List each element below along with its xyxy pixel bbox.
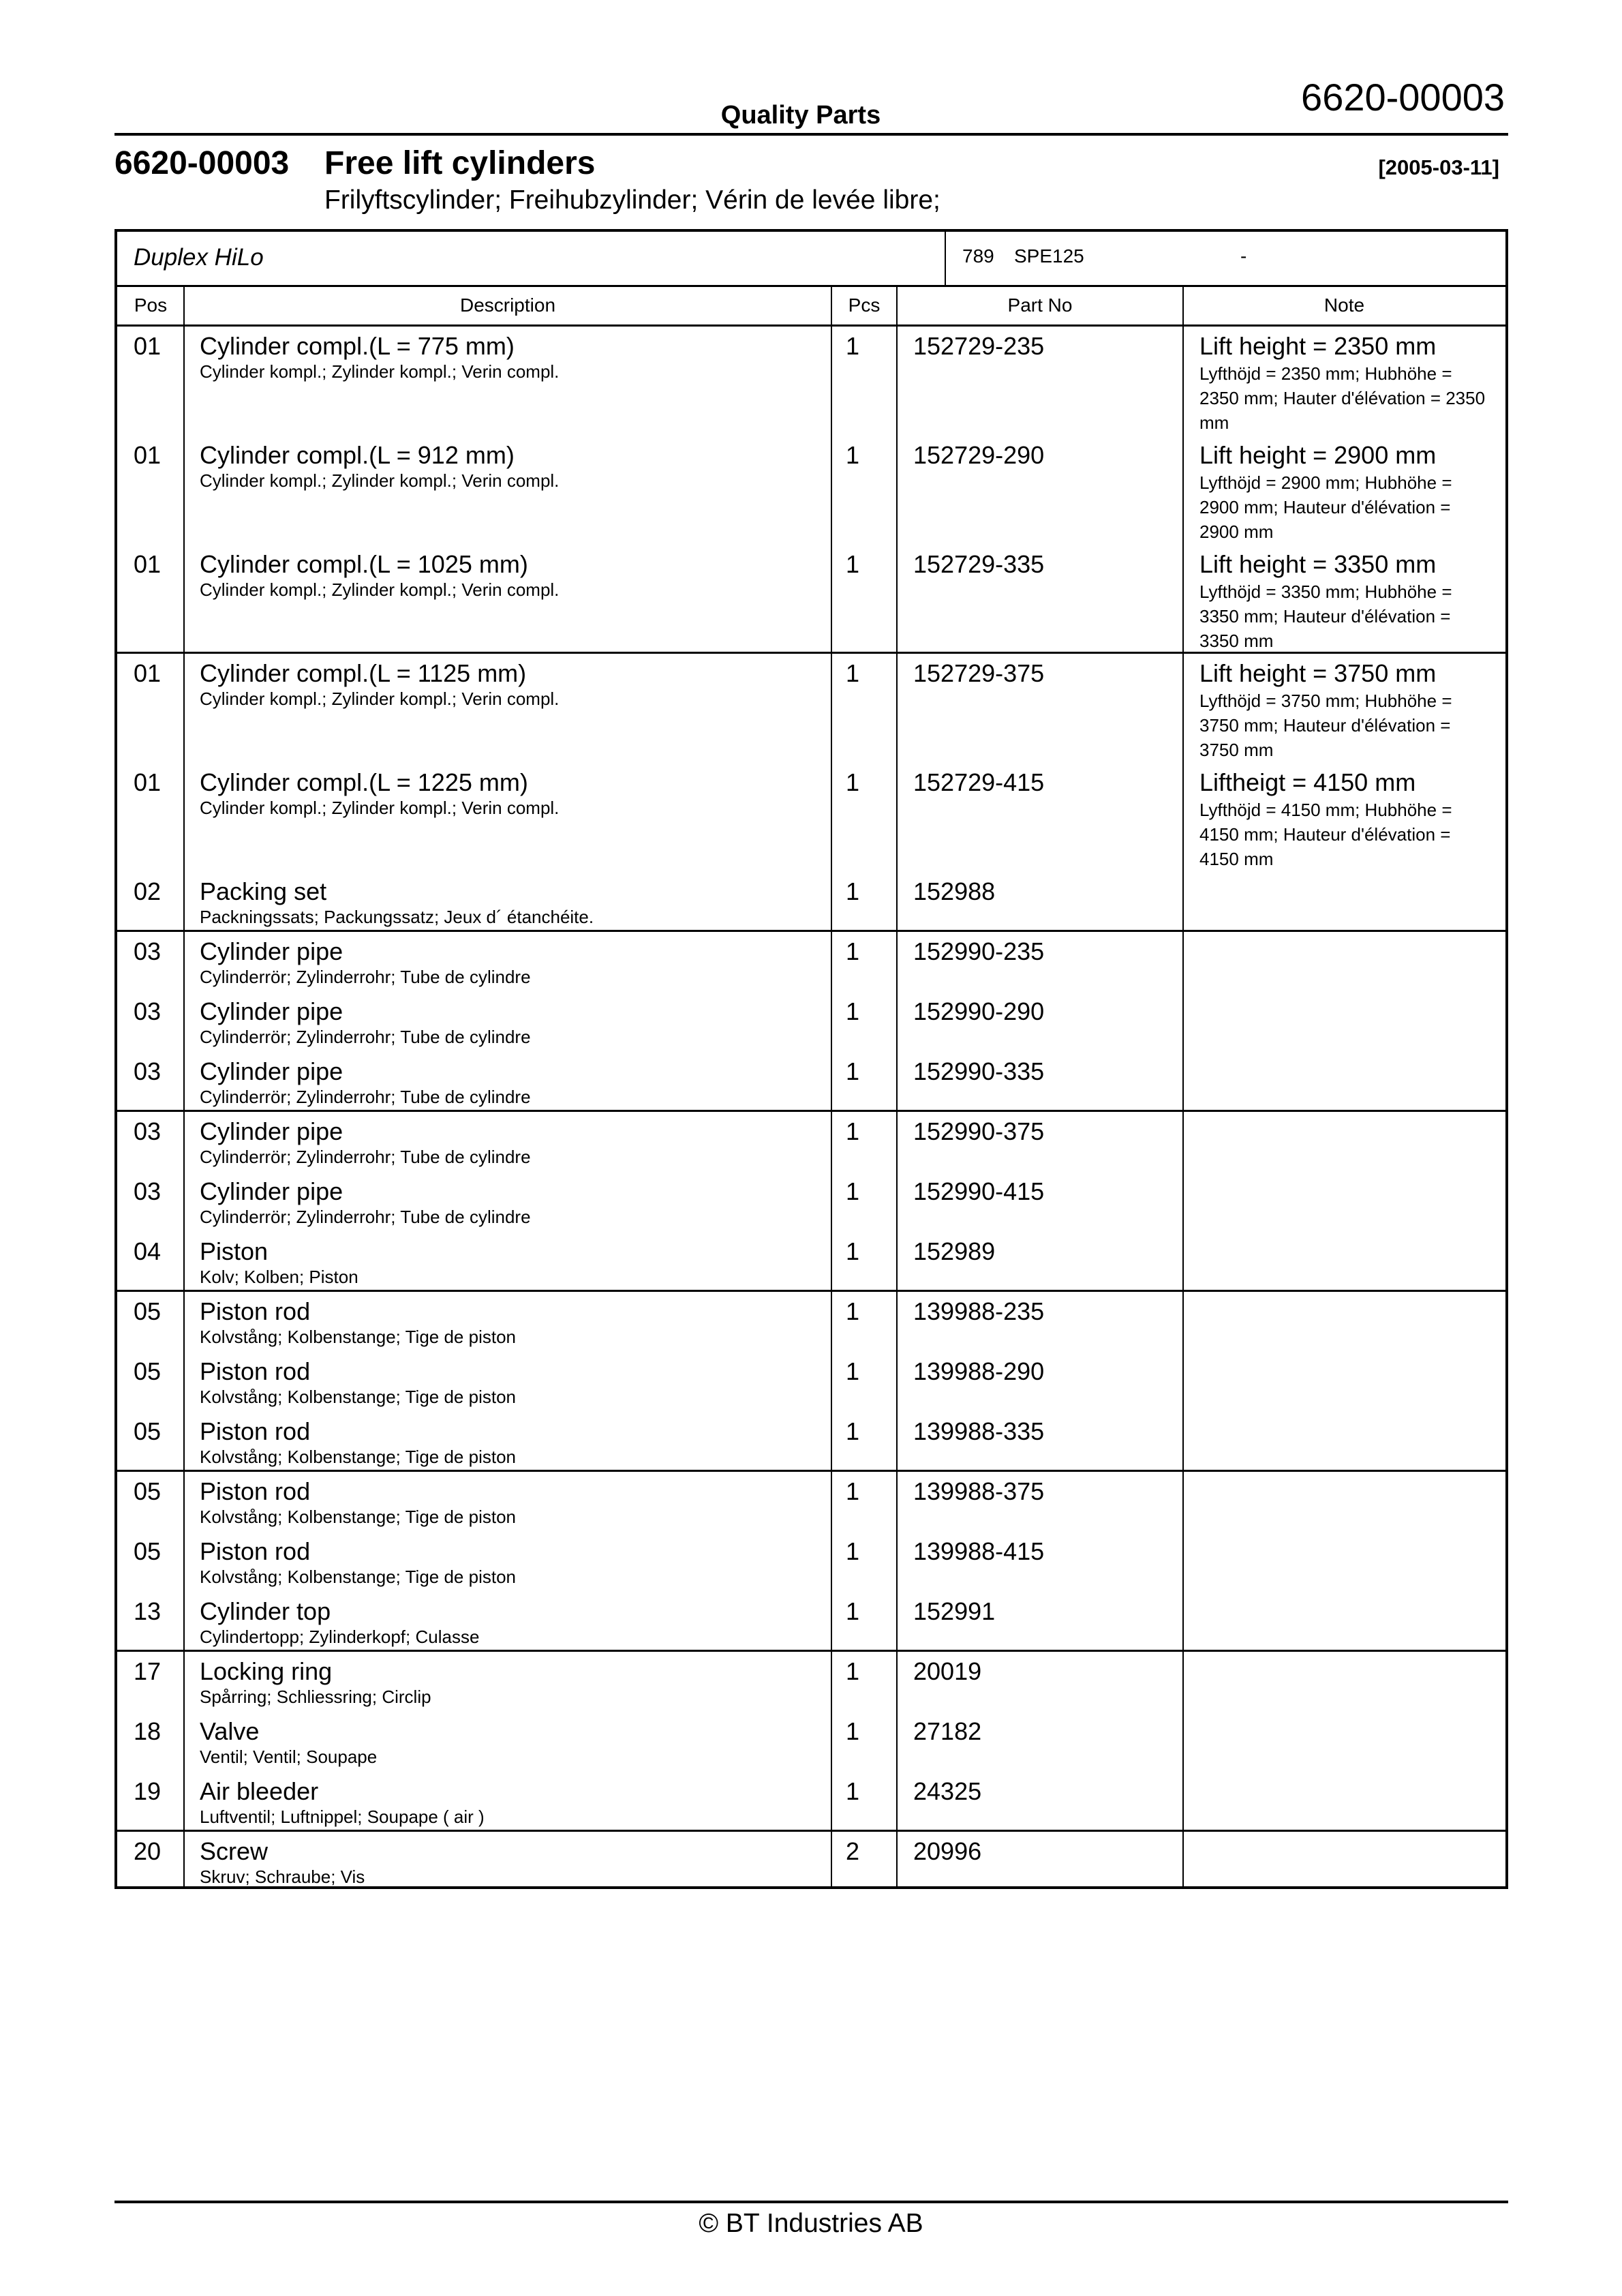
row-part-number: 152989 (913, 1237, 996, 1265)
header-divider (114, 133, 1508, 136)
header-center-title: Quality Parts (720, 101, 881, 130)
page-subtitle: Frilyftscylinder; Freihubzylinder; Vérin de levée libre; (324, 185, 940, 215)
row-pcs: 1 (846, 1117, 860, 1145)
row-note: Liftheigt = 4150 mm (1199, 768, 1416, 796)
row-description: Air bleeder (200, 1777, 319, 1805)
table-row (117, 1832, 1505, 1892)
row-pcs: 1 (846, 550, 860, 578)
row-description: Piston rod (200, 1537, 311, 1565)
row-description: Piston rod (200, 1297, 311, 1325)
row-note: Lift height = 2350 mm (1199, 332, 1437, 360)
table-row (117, 1352, 1505, 1412)
row-note-translations: Lyfthöjd = 3750 mm; Hubhöhe = 3750 mm; Hauteur d'élévation = 3750 mm (1199, 691, 1452, 760)
footer-divider (114, 2201, 1508, 2203)
row-description-translations: Kolvstång; Kolbenstange; Tige de piston (200, 1507, 516, 1527)
column-header-pcs: Pcs (848, 294, 881, 316)
table-body (117, 327, 1505, 1892)
row-description-translations: Skruv; Schraube; Vis (200, 1867, 365, 1887)
table-row (117, 1292, 1505, 1352)
row-pos: 03 (134, 1057, 162, 1085)
row-note-translations: Lyfthöjd = 3350 mm; Hubhöhe = 3350 mm; Hauteur d'élévation = 3350 mm (1199, 581, 1452, 651)
row-pos: 18 (134, 1717, 162, 1745)
row-description-translations: Packningssats; Packungssatz; Jeux d´ étanchéite. (200, 907, 594, 927)
row-pcs: 1 (846, 1777, 860, 1805)
page-title-number: 6620-00003 (114, 145, 290, 181)
row-description-translations: Cylinderrör; Zylinderrohr; Tube de cylindre (200, 967, 531, 987)
row-pcs: 1 (846, 1237, 860, 1265)
row-part-number: 152729-375 (913, 659, 1045, 687)
row-part-number: 152990-335 (913, 1057, 1045, 1085)
table-row (117, 1712, 1505, 1772)
row-part-number: 152729-335 (913, 550, 1045, 578)
table-row (117, 1652, 1505, 1712)
row-description: Cylinder pipe (200, 1117, 343, 1145)
row-pcs: 1 (846, 768, 860, 796)
row-pcs: 1 (846, 1297, 860, 1325)
table-row (117, 1772, 1505, 1832)
table-row (117, 436, 1505, 545)
row-description-translations: Kolvstång; Kolbenstange; Tige de piston (200, 1447, 516, 1467)
parts-table (114, 229, 1508, 1889)
row-description: Valve (200, 1717, 260, 1745)
row-note-translations: Lyfthöjd = 2900 mm; Hubhöhe = 2900 mm; Hauteur d'élévation = 2900 mm (1199, 472, 1452, 542)
row-description-translations: Cylinder kompl.; Zylinder kompl.; Verin compl. (200, 579, 560, 600)
row-pcs: 1 (846, 1357, 860, 1385)
table-row (117, 327, 1505, 436)
row-pos: 01 (134, 441, 162, 469)
model-code: SPE125 (1014, 245, 1084, 267)
row-description-translations: Cylinder kompl.; Zylinder kompl.; Verin compl. (200, 361, 560, 382)
table-row (117, 1532, 1505, 1592)
row-pcs: 1 (846, 1597, 860, 1625)
column-header-description: Description (459, 294, 556, 316)
header-doc-number: 6620-00003 (1301, 76, 1505, 119)
row-description-translations: Cylinder kompl.; Zylinder kompl.; Verin compl. (200, 470, 560, 491)
row-description-translations: Kolvstång; Kolbenstange; Tige de piston (200, 1327, 516, 1347)
row-pcs: 1 (846, 937, 860, 965)
row-part-number: 27182 (913, 1717, 982, 1745)
row-part-number: 20019 (913, 1657, 982, 1685)
row-description: Cylinder compl.(L = 1025 mm) (200, 550, 528, 578)
row-pos: 05 (134, 1297, 162, 1325)
row-pcs: 1 (846, 877, 860, 905)
row-description: Cylinder compl.(L = 775 mm) (200, 332, 515, 360)
row-description-translations: Luftventil; Luftnippel; Soupape ( air ) (200, 1807, 485, 1827)
table-row (117, 932, 1505, 992)
row-note-translations: Lyfthöjd = 4150 mm; Hubhöhe = 4150 mm; Hauteur d'élévation = 4150 mm (1199, 800, 1452, 869)
row-pos: 13 (134, 1597, 162, 1625)
model-separator (945, 232, 946, 285)
row-pos: 05 (134, 1357, 162, 1385)
row-description: Piston rod (200, 1417, 311, 1445)
table-row (117, 1232, 1505, 1292)
row-pos: 19 (134, 1777, 162, 1805)
column-header-part-no: Part No (1007, 294, 1073, 316)
row-part-number: 152729-415 (913, 768, 1045, 796)
row-pos: 20 (134, 1837, 162, 1865)
page-date: [2005-03-11] (1378, 155, 1499, 179)
row-pos: 02 (134, 877, 162, 905)
row-description: Cylinder compl.(L = 912 mm) (200, 441, 515, 469)
row-description-translations: Cylinderrör; Zylinderrohr; Tube de cylindre (200, 1147, 531, 1167)
row-pos: 03 (134, 1177, 162, 1205)
table-row (117, 1052, 1505, 1112)
page-title: Free lift cylinders (324, 145, 596, 181)
table-row (117, 654, 1505, 763)
row-description: Cylinder pipe (200, 1057, 343, 1085)
model-name: Duplex HiLo (134, 244, 264, 271)
row-pos: 01 (134, 550, 162, 578)
row-part-number: 152991 (913, 1597, 996, 1625)
row-description-translations: Kolv; Kolben; Piston (200, 1267, 358, 1287)
row-note: Lift height = 2900 mm (1199, 441, 1437, 469)
row-pos: 01 (134, 332, 162, 360)
row-pos: 05 (134, 1417, 162, 1445)
row-pos: 05 (134, 1537, 162, 1565)
row-note: Lift height = 3350 mm (1199, 550, 1437, 578)
row-part-number: 152990-415 (913, 1177, 1045, 1205)
row-pcs: 1 (846, 441, 860, 469)
row-part-number: 152988 (913, 877, 996, 905)
row-part-number: 152729-290 (913, 441, 1045, 469)
row-note: Lift height = 3750 mm (1199, 659, 1437, 687)
model-number: 789 (962, 245, 994, 267)
column-header-note: Note (1323, 294, 1365, 316)
table-row (117, 1172, 1505, 1232)
row-description-translations: Cylinderrör; Zylinderrohr; Tube de cylindre (200, 1207, 531, 1227)
table-row (117, 1412, 1505, 1472)
row-description: Cylinder top (200, 1597, 331, 1625)
row-part-number: 139988-415 (913, 1537, 1045, 1565)
row-part-number: 152990-235 (913, 937, 1045, 965)
row-part-number: 152990-375 (913, 1117, 1045, 1145)
row-description-translations: Kolvstång; Kolbenstange; Tige de piston (200, 1567, 516, 1587)
row-pos: 17 (134, 1657, 162, 1685)
row-description: Cylinder compl.(L = 1225 mm) (200, 768, 528, 796)
table-row (117, 763, 1505, 872)
row-part-number: 24325 (913, 1777, 982, 1805)
table-row (117, 1112, 1505, 1172)
row-description: Piston (200, 1237, 269, 1265)
table-row (117, 992, 1505, 1052)
row-description-translations: Cylinderrör; Zylinderrohr; Tube de cylindre (200, 1027, 531, 1047)
row-description-translations: Ventil; Ventil; Soupape (200, 1747, 378, 1767)
row-pcs: 1 (846, 997, 860, 1025)
row-description: Cylinder compl.(L = 1125 mm) (200, 659, 527, 687)
row-part-number: 139988-235 (913, 1297, 1045, 1325)
row-description: Screw (200, 1837, 269, 1865)
row-description: Packing set (200, 877, 327, 905)
row-description: Locking ring (200, 1657, 333, 1685)
row-description: Cylinder pipe (200, 937, 343, 965)
row-pcs: 1 (846, 1537, 860, 1565)
row-pcs: 1 (846, 1417, 860, 1445)
row-pos: 05 (134, 1477, 162, 1505)
row-description-translations: Cylinderrör; Zylinderrohr; Tube de cylindre (200, 1087, 531, 1107)
row-description: Cylinder pipe (200, 1177, 343, 1205)
row-pos: 01 (134, 659, 162, 687)
row-part-number: 139988-290 (913, 1357, 1045, 1385)
model-bar (117, 232, 1505, 287)
row-pos: 03 (134, 997, 162, 1025)
row-description: Piston rod (200, 1357, 311, 1385)
row-pcs: 1 (846, 1177, 860, 1205)
row-part-number: 20996 (913, 1837, 982, 1865)
row-description-translations: Kolvstång; Kolbenstange; Tige de piston (200, 1387, 516, 1407)
row-pos: 04 (134, 1237, 162, 1265)
row-pcs: 1 (846, 659, 860, 687)
row-description-translations: Cylinder kompl.; Zylinder kompl.; Verin compl. (200, 798, 560, 818)
table-row (117, 1592, 1505, 1652)
column-header-pos: Pos (134, 294, 168, 316)
row-pos: 03 (134, 1117, 162, 1145)
row-description: Cylinder pipe (200, 997, 343, 1025)
row-pcs: 2 (846, 1837, 860, 1865)
row-part-number: 139988-375 (913, 1477, 1045, 1505)
row-pos: 03 (134, 937, 162, 965)
table-row (117, 872, 1505, 932)
row-description-translations: Spårring; Schliessring; Circlip (200, 1687, 431, 1707)
row-pcs: 1 (846, 1477, 860, 1505)
row-description: Piston rod (200, 1477, 311, 1505)
row-description-translations: Cylinder kompl.; Zylinder kompl.; Verin compl. (200, 689, 560, 709)
row-part-number: 139988-335 (913, 1417, 1045, 1445)
row-part-number: 152990-290 (913, 997, 1045, 1025)
row-pcs: 1 (846, 332, 860, 360)
row-note-translations: Lyfthöjd = 2350 mm; Hubhöhe = 2350 mm; Hauter d'élévation = 2350 mm (1199, 363, 1486, 433)
table-row (117, 545, 1505, 654)
footer-copyright: © BT Industries AB (699, 2209, 923, 2238)
table-row (117, 1472, 1505, 1532)
model-dash: - (1240, 245, 1247, 267)
row-part-number: 152729-235 (913, 332, 1045, 360)
row-description-translations: Cylindertopp; Zylinderkopf; Culasse (200, 1627, 480, 1647)
row-pcs: 1 (846, 1717, 860, 1745)
row-pcs: 1 (846, 1057, 860, 1085)
row-pcs: 1 (846, 1657, 860, 1685)
row-pos: 01 (134, 768, 162, 796)
